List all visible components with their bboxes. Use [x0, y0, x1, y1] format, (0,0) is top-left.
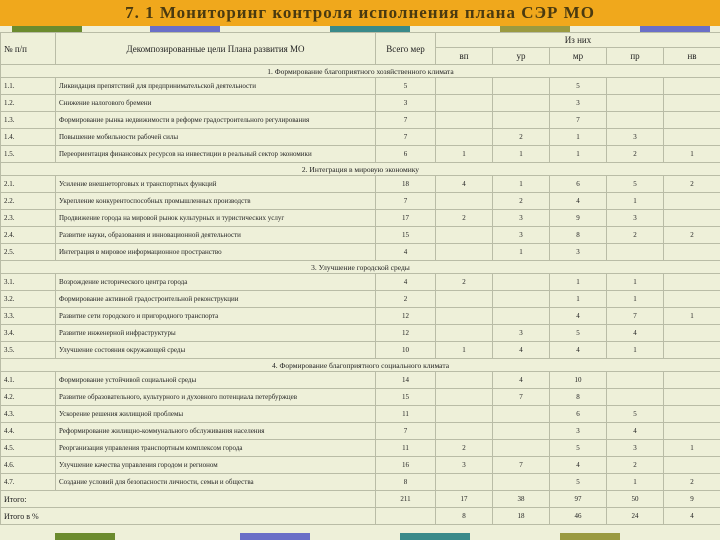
row-value — [607, 244, 664, 261]
row-total: 7 — [376, 112, 436, 129]
row-value — [664, 95, 720, 112]
row-goal: Формирование рынка недвижимости в реформе градостроительного регулирования — [56, 112, 376, 129]
row-value: 1 — [493, 176, 550, 193]
row-goal: Реорганизация управления транспортным комплексом города — [56, 440, 376, 457]
totals-value: 50 — [607, 491, 664, 508]
row-number: 4.2. — [1, 389, 56, 406]
row-value — [664, 210, 720, 227]
row-value: 1 — [493, 244, 550, 261]
row-value: 3 — [550, 95, 607, 112]
row-total: 8 — [376, 474, 436, 491]
row-goal: Улучшение качества управления городом и регионом — [56, 457, 376, 474]
row-goal: Развитие инженерной инфраструктуры — [56, 325, 376, 342]
row-value: 3 — [550, 423, 607, 440]
row-value: 1 — [664, 440, 720, 457]
row-value: 3 — [436, 457, 493, 474]
row-value: 2 — [664, 227, 720, 244]
row-goal: Укрепление конкурентоспособных промышленных производств — [56, 193, 376, 210]
row-value — [664, 423, 720, 440]
row-goal: Интеграция в мировое информационное пространство — [56, 244, 376, 261]
row-goal: Формирование активной градостроительной реконструкции — [56, 291, 376, 308]
row-number: 1.4. — [1, 129, 56, 146]
row-number: 4.1. — [1, 372, 56, 389]
table-row — [1, 325, 720, 342]
row-number: 2.3. — [1, 210, 56, 227]
row-total: 10 — [376, 342, 436, 359]
row-value — [493, 474, 550, 491]
row-value: 7 — [550, 112, 607, 129]
row-value: 2 — [607, 227, 664, 244]
table-row — [1, 129, 720, 146]
row-value — [664, 193, 720, 210]
table-row — [1, 372, 720, 389]
row-value: 2 — [493, 193, 550, 210]
row-value: 2 — [436, 210, 493, 227]
row-number: 4.4. — [1, 423, 56, 440]
row-value: 1 — [550, 129, 607, 146]
totals-value: 17 — [436, 491, 493, 508]
row-value — [436, 193, 493, 210]
row-value — [436, 291, 493, 308]
row-value — [664, 372, 720, 389]
table-row — [1, 95, 720, 112]
row-value — [493, 95, 550, 112]
row-value: 1 — [607, 193, 664, 210]
table-row — [1, 474, 720, 491]
row-goal: Формирование устойчивой социальной среды — [56, 372, 376, 389]
table-row — [1, 342, 720, 359]
totals-value: 8 — [436, 508, 493, 525]
section-row — [1, 261, 720, 274]
totals-value: 46 — [550, 508, 607, 525]
totals-total — [376, 508, 436, 525]
row-value: 10 — [550, 372, 607, 389]
row-total: 14 — [376, 372, 436, 389]
row-value: 1 — [607, 291, 664, 308]
row-value — [436, 129, 493, 146]
row-total: 6 — [376, 146, 436, 163]
row-value — [436, 423, 493, 440]
row-value — [436, 78, 493, 95]
row-value — [607, 95, 664, 112]
row-number: 3.1. — [1, 274, 56, 291]
row-total: 4 — [376, 274, 436, 291]
row-value — [493, 274, 550, 291]
row-value — [436, 244, 493, 261]
table-row — [1, 423, 720, 440]
row-goal: Улучшение состояния окружающей среды — [56, 342, 376, 359]
row-number: 3.5. — [1, 342, 56, 359]
row-total: 17 — [376, 210, 436, 227]
row-value — [436, 308, 493, 325]
row-value: 3 — [550, 244, 607, 261]
row-value: 1 — [550, 274, 607, 291]
totals-row — [1, 491, 720, 508]
header-col-vp: вп — [436, 48, 493, 65]
row-goal: Развитие сети городского и пригородного транспорта — [56, 308, 376, 325]
section-row — [1, 163, 720, 176]
table-row — [1, 244, 720, 261]
row-value: 2 — [493, 129, 550, 146]
table-row — [1, 274, 720, 291]
row-number: 4.3. — [1, 406, 56, 423]
row-number: 1.2. — [1, 95, 56, 112]
row-goal: Переориентация финансовых ресурсов на инвестиции в реальный сектор экономики — [56, 146, 376, 163]
row-value: 2 — [664, 176, 720, 193]
row-value — [436, 325, 493, 342]
row-goal: Развитие науки, образования и инновационной деятельности — [56, 227, 376, 244]
header-col-pr: пр — [607, 48, 664, 65]
row-total: 2 — [376, 291, 436, 308]
row-value: 4 — [550, 342, 607, 359]
row-total: 16 — [376, 457, 436, 474]
row-goal: Возрождение исторического центра города — [56, 274, 376, 291]
totals-value: 97 — [550, 491, 607, 508]
row-goal: Создание условий для безопасности личности, семьи и общества — [56, 474, 376, 491]
table-row — [1, 146, 720, 163]
bottom-strip — [0, 533, 720, 540]
row-value — [664, 406, 720, 423]
totals-label: Итого в % — [1, 508, 376, 525]
row-value: 4 — [550, 457, 607, 474]
row-value: 5 — [607, 176, 664, 193]
row-number: 4.6. — [1, 457, 56, 474]
row-value: 4 — [607, 423, 664, 440]
row-value — [607, 112, 664, 129]
row-value: 4 — [493, 342, 550, 359]
row-value — [436, 372, 493, 389]
row-value: 2 — [607, 146, 664, 163]
section-title: 1. Формирование благоприятного хозяйственного климата — [1, 65, 720, 78]
row-total: 12 — [376, 325, 436, 342]
row-value — [493, 112, 550, 129]
row-goal: Реформирование жилищно-коммунального обслуживания населения — [56, 423, 376, 440]
row-value: 1 — [550, 146, 607, 163]
table-row — [1, 176, 720, 193]
row-value: 6 — [550, 176, 607, 193]
row-value: 5 — [550, 325, 607, 342]
row-value — [436, 95, 493, 112]
row-total: 3 — [376, 95, 436, 112]
row-value — [493, 291, 550, 308]
row-value — [493, 308, 550, 325]
row-number: 3.2. — [1, 291, 56, 308]
row-value: 4 — [550, 193, 607, 210]
row-total: 18 — [376, 176, 436, 193]
row-value — [493, 78, 550, 95]
row-value: 2 — [607, 457, 664, 474]
table-row — [1, 210, 720, 227]
table-row — [1, 78, 720, 95]
row-value: 1 — [664, 146, 720, 163]
row-goal: Продвижение города на мировой рынок культурных и туристических услуг — [56, 210, 376, 227]
row-value — [436, 227, 493, 244]
row-value: 5 — [550, 440, 607, 457]
row-number: 1.3. — [1, 112, 56, 129]
totals-label: Итого: — [1, 491, 376, 508]
row-value — [664, 325, 720, 342]
totals-value: 24 — [607, 508, 664, 525]
row-total: 5 — [376, 78, 436, 95]
row-value: 4 — [550, 308, 607, 325]
row-total: 7 — [376, 129, 436, 146]
row-value: 3 — [607, 129, 664, 146]
totals-value: 18 — [493, 508, 550, 525]
row-number: 3.3. — [1, 308, 56, 325]
row-total: 15 — [376, 389, 436, 406]
row-goal: Усиление внешнеторговых и транспортных функций — [56, 176, 376, 193]
row-value: 2 — [436, 440, 493, 457]
row-value — [664, 457, 720, 474]
row-value — [664, 291, 720, 308]
row-value: 5 — [607, 406, 664, 423]
row-value — [664, 244, 720, 261]
table-row — [1, 112, 720, 129]
row-value — [664, 342, 720, 359]
header-col-ur: ур — [493, 48, 550, 65]
row-value — [664, 274, 720, 291]
row-value: 1 — [550, 291, 607, 308]
row-total: 7 — [376, 423, 436, 440]
row-value: 9 — [550, 210, 607, 227]
title-bar — [0, 0, 720, 26]
row-value: 3 — [607, 440, 664, 457]
row-value — [607, 389, 664, 406]
row-goal: Развитие образовательного, культурного и духовного потенциала петербуржцев — [56, 389, 376, 406]
totals-value: 9 — [664, 491, 720, 508]
section-title: 3. Улучшение городской среды — [1, 261, 720, 274]
row-number: 4.7. — [1, 474, 56, 491]
row-total: 11 — [376, 406, 436, 423]
table-row — [1, 457, 720, 474]
row-total: 15 — [376, 227, 436, 244]
row-value — [436, 112, 493, 129]
row-value: 7 — [607, 308, 664, 325]
row-value: 1 — [607, 342, 664, 359]
row-value — [436, 389, 493, 406]
row-value — [607, 78, 664, 95]
table-row — [1, 406, 720, 423]
row-value: 6 — [550, 406, 607, 423]
row-goal: Снижение налогового бремени — [56, 95, 376, 112]
section-title: 2. Интеграция в мировую экономику — [1, 163, 720, 176]
row-value: 7 — [493, 457, 550, 474]
row-value — [607, 372, 664, 389]
row-value — [664, 112, 720, 129]
row-value: 3 — [493, 325, 550, 342]
header-of-them: Из них — [436, 33, 720, 48]
row-value: 4 — [607, 325, 664, 342]
row-total: 12 — [376, 308, 436, 325]
row-total: 7 — [376, 193, 436, 210]
row-number: 3.4. — [1, 325, 56, 342]
row-value: 1 — [607, 474, 664, 491]
row-number: 1.5. — [1, 146, 56, 163]
row-goal: Повышение мобильности рабочей силы — [56, 129, 376, 146]
row-value — [493, 423, 550, 440]
row-goal: Ликвидация препятствий для предпринимательской деятельности — [56, 78, 376, 95]
row-value: 5 — [550, 78, 607, 95]
row-number: 4.5. — [1, 440, 56, 457]
row-number: 2.5. — [1, 244, 56, 261]
row-number: 2.4. — [1, 227, 56, 244]
table-row — [1, 291, 720, 308]
row-total: 4 — [376, 244, 436, 261]
row-value: 8 — [550, 389, 607, 406]
totals-pct-row — [1, 508, 720, 525]
row-value — [664, 129, 720, 146]
header-total: Всего мер — [376, 33, 436, 65]
row-value — [436, 474, 493, 491]
row-total: 11 — [376, 440, 436, 457]
section-row — [1, 65, 720, 78]
row-value: 3 — [493, 210, 550, 227]
table-row — [1, 193, 720, 210]
table-row — [1, 389, 720, 406]
header-num: № п/п — [1, 33, 56, 65]
row-value: 1 — [664, 308, 720, 325]
totals-total: 211 — [376, 491, 436, 508]
row-value: 3 — [493, 227, 550, 244]
totals-value: 4 — [664, 508, 720, 525]
row-number: 2.1. — [1, 176, 56, 193]
row-value — [664, 78, 720, 95]
row-value: 1 — [436, 342, 493, 359]
row-value: 1 — [436, 146, 493, 163]
row-value: 1 — [607, 274, 664, 291]
row-value: 7 — [493, 389, 550, 406]
header-col-mr: мр — [550, 48, 607, 65]
row-number: 1.1. — [1, 78, 56, 95]
page-title: 7. 1 Мониторинг контроля исполнения плана СЭР МО — [125, 3, 595, 22]
row-value: 1 — [493, 146, 550, 163]
row-number: 2.2. — [1, 193, 56, 210]
header-col-nv: нв — [664, 48, 720, 65]
row-value — [664, 389, 720, 406]
header-goal: Декомпозированные цели Плана развития МО — [56, 33, 376, 65]
row-value: 5 — [550, 474, 607, 491]
section-title: 4. Формирование благоприятного социального климата — [1, 359, 720, 372]
row-value: 2 — [664, 474, 720, 491]
row-value: 4 — [436, 176, 493, 193]
row-value — [493, 440, 550, 457]
row-value: 8 — [550, 227, 607, 244]
row-goal: Ускорение решения жилищной проблемы — [56, 406, 376, 423]
table-row — [1, 308, 720, 325]
row-value — [493, 406, 550, 423]
section-row — [1, 359, 720, 372]
table-row — [1, 227, 720, 244]
row-value — [436, 406, 493, 423]
row-value: 4 — [493, 372, 550, 389]
row-value: 2 — [436, 274, 493, 291]
monitoring-table — [0, 32, 720, 525]
table-row — [1, 440, 720, 457]
totals-value: 38 — [493, 491, 550, 508]
row-value: 3 — [607, 210, 664, 227]
